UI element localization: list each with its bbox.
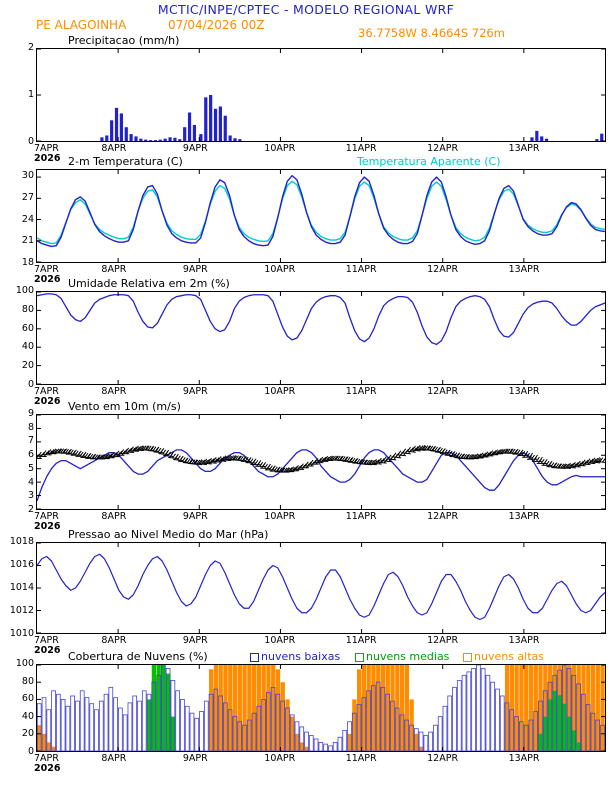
- x-tick-label: 12APR: [427, 143, 459, 154]
- x-tick-label: 8APR: [101, 143, 127, 154]
- station-name: PE ALAGOINHA: [36, 18, 127, 32]
- x-tick-label: 10APR: [264, 386, 296, 397]
- x-tick-label: 10APR: [264, 143, 296, 154]
- x-axis-year: 2026: [34, 763, 61, 774]
- precipitation-title: Precipitacao (mm/h): [68, 34, 180, 47]
- y-tick-label: 20: [21, 728, 34, 740]
- x-axis-year: 2026: [34, 153, 61, 164]
- y-tick-label: 60: [21, 322, 34, 334]
- x-axis-year: 2026: [34, 396, 61, 407]
- x-tick-label: 8APR: [101, 753, 127, 764]
- y-tick-label: 9: [27, 408, 34, 419]
- x-tick-label: 13APR: [508, 264, 540, 275]
- humidity-plot: [36, 291, 606, 385]
- y-tick-label: 0: [27, 136, 34, 147]
- x-tick-label: 7APR: [34, 511, 59, 522]
- x-tick-label: 12APR: [427, 753, 459, 764]
- x-tick-label: 11APR: [345, 511, 377, 522]
- panel-clouds: [0, 650, 612, 778]
- x-tick-label: 12APR: [427, 386, 459, 397]
- x-tick-label: 11APR: [345, 386, 377, 397]
- y-tick-label: 100: [15, 658, 34, 669]
- y-tick-label: 4: [27, 476, 34, 488]
- y-tick-label: 40: [21, 341, 34, 353]
- x-tick-label: 13APR: [508, 635, 540, 646]
- x-tick-label: 10APR: [264, 635, 296, 646]
- precipitation-plot: [36, 48, 606, 142]
- x-tick-label: 13APR: [508, 753, 540, 764]
- x-tick-label: 11APR: [345, 635, 377, 646]
- station-coordinates: 36.7758W 8.4664S 726m: [358, 26, 505, 40]
- y-tick-label: 100: [15, 285, 34, 296]
- clouds-high-swatch-icon: [463, 653, 472, 662]
- x-tick-label: 9APR: [182, 143, 208, 154]
- wind-plot: [36, 414, 606, 510]
- x-tick-label: 10APR: [264, 511, 296, 522]
- x-tick-label: 9APR: [182, 511, 208, 522]
- panel-wind: [0, 400, 612, 532]
- x-tick-label: 13APR: [508, 143, 540, 154]
- y-tick-label: 1016: [9, 559, 34, 570]
- x-tick-label: 12APR: [427, 264, 459, 275]
- x-tick-label: 7APR: [34, 264, 59, 275]
- x-tick-label: 11APR: [345, 143, 377, 154]
- y-tick-label: 80: [21, 675, 34, 687]
- page-title: MCTIC/INPE/CPTEC - MODELO REGIONAL WRF: [157, 2, 455, 17]
- x-axis-year: 2026: [34, 645, 61, 656]
- x-tick-label: 10APR: [264, 753, 296, 764]
- clouds-mid-swatch-icon: [355, 653, 364, 662]
- y-tick-label: 1012: [9, 605, 34, 616]
- wind-title: Vento em 10m (m/s): [68, 400, 181, 413]
- pressure-title: Pressao ao Nivel Medio do Mar (hPa): [68, 528, 269, 541]
- y-tick-label: 21: [21, 235, 34, 247]
- y-tick-label: 1010: [9, 628, 34, 639]
- humidity-title: Umidade Relativa em 2m (%): [68, 277, 230, 290]
- y-tick-label: 1014: [9, 582, 34, 593]
- x-tick-label: 11APR: [345, 264, 377, 275]
- clouds-title: Cobertura de Nuvens (%): [68, 650, 208, 663]
- x-axis-year: 2026: [34, 274, 61, 285]
- y-tick-label: 30: [21, 170, 34, 182]
- y-tick-label: 1: [27, 89, 34, 100]
- x-tick-label: 9APR: [182, 635, 208, 646]
- x-tick-label: 11APR: [345, 753, 377, 764]
- x-tick-label: 7APR: [34, 635, 59, 646]
- clouds-plot: [36, 664, 606, 752]
- x-tick-label: 8APR: [101, 511, 127, 522]
- x-tick-label: 8APR: [101, 264, 127, 275]
- panel-pressure: [0, 528, 612, 656]
- x-tick-label: 8APR: [101, 386, 127, 397]
- y-tick-label: 6: [27, 449, 34, 461]
- run-date: 07/04/2026 00Z: [168, 18, 265, 32]
- y-tick-label: 3: [27, 490, 34, 502]
- x-tick-label: 9APR: [182, 264, 208, 275]
- y-tick-label: 40: [21, 710, 34, 722]
- y-tick-label: 0: [27, 379, 34, 390]
- clouds-low-swatch-icon: [250, 653, 259, 662]
- y-tick-label: 27: [21, 191, 34, 203]
- y-tick-label: 1018: [9, 536, 34, 547]
- temperature-plot: [36, 169, 606, 263]
- y-tick-label: 0: [27, 746, 34, 757]
- x-tick-label: 7APR: [34, 753, 59, 764]
- y-tick-label: 2: [27, 504, 34, 515]
- y-tick-label: 18: [21, 257, 34, 268]
- x-tick-label: 8APR: [101, 635, 127, 646]
- x-tick-label: 9APR: [182, 753, 208, 764]
- pressure-plot: [36, 542, 606, 634]
- x-tick-label: 12APR: [427, 635, 459, 646]
- x-tick-label: 7APR: [34, 143, 59, 154]
- y-tick-label: 8: [27, 421, 34, 433]
- y-tick-label: 20: [21, 360, 34, 372]
- x-tick-label: 9APR: [182, 386, 208, 397]
- y-tick-label: 24: [21, 213, 34, 225]
- clouds-mid-legend: nuvens medias: [355, 650, 449, 663]
- y-tick-label: 5: [27, 462, 34, 474]
- clouds-high-legend: nuvens altas: [463, 650, 544, 663]
- clouds-low-legend: nuvens baixas: [250, 650, 340, 663]
- temperature-title: 2-m Temperatura (C): [68, 155, 183, 168]
- y-tick-label: 2: [27, 42, 34, 53]
- y-tick-label: 7: [27, 435, 34, 447]
- x-tick-label: 13APR: [508, 511, 540, 522]
- x-tick-label: 13APR: [508, 386, 540, 397]
- x-tick-label: 10APR: [264, 264, 296, 275]
- apparent-temperature-legend: Temperatura Aparente (C): [357, 155, 501, 168]
- y-tick-label: 60: [21, 693, 34, 705]
- y-tick-label: 80: [21, 303, 34, 315]
- x-tick-label: 7APR: [34, 386, 59, 397]
- x-axis-year: 2026: [34, 521, 61, 532]
- x-tick-label: 12APR: [427, 511, 459, 522]
